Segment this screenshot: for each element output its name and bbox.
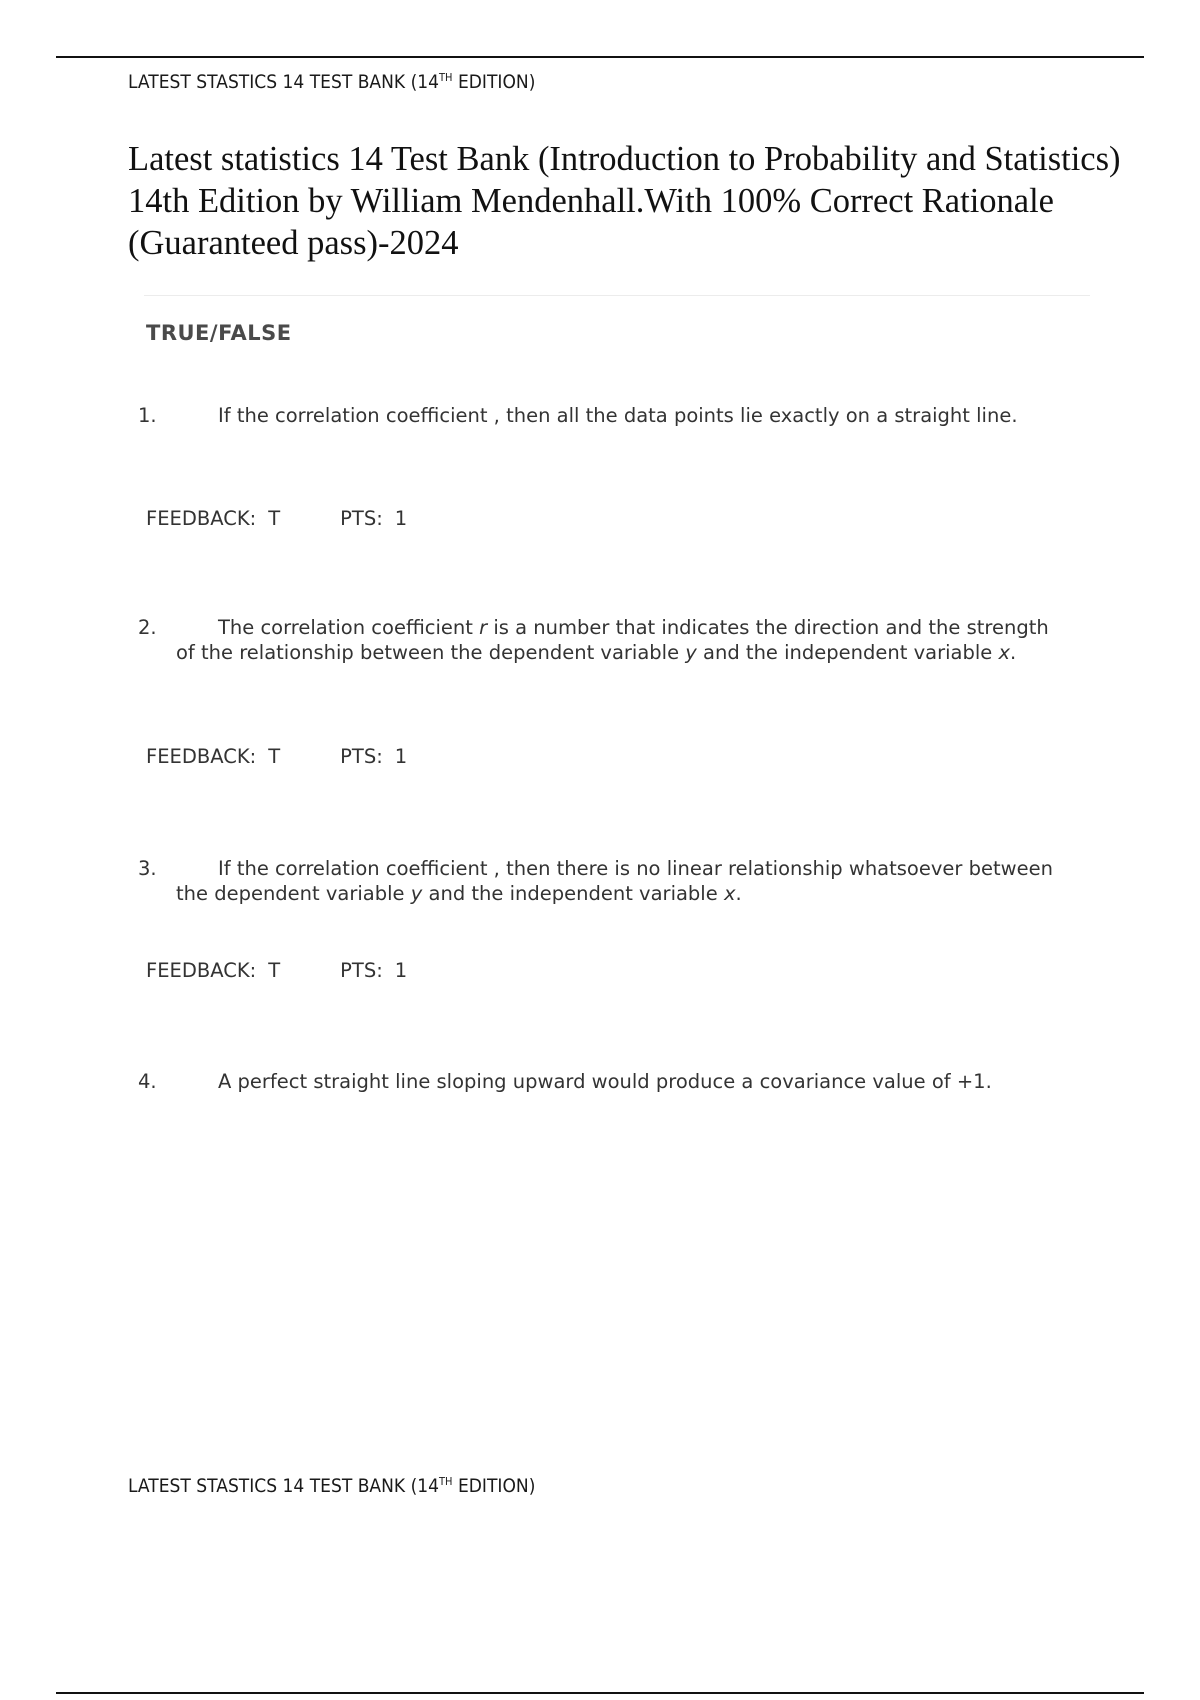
pts-value: 1 bbox=[394, 507, 408, 530]
question-1 bbox=[138, 403, 1068, 428]
variable-x: x bbox=[998, 641, 1011, 664]
pts-label: PTS: bbox=[340, 507, 383, 530]
feedback-row-1 bbox=[146, 507, 407, 530]
feedback-value: T bbox=[268, 959, 281, 982]
running-header-text: LATEST STASTICS 14 TEST BANK (14 bbox=[128, 71, 440, 93]
question-text-part: If the correlation coefficient , then there is no linear relationship whatsoever between the dependent variable bbox=[176, 857, 1053, 905]
question-text-part: and the independent variable bbox=[422, 882, 724, 905]
question-number: 1. bbox=[138, 404, 157, 427]
question-2 bbox=[138, 615, 1068, 665]
question-text-part: and the independent variable bbox=[696, 641, 999, 664]
running-header-bottom bbox=[128, 1475, 535, 1497]
question-text bbox=[138, 615, 1068, 665]
question-4 bbox=[138, 1069, 1068, 1094]
question-text-part: is a number that indicates the direction and the strength of the relationship between the dependent variable bbox=[176, 616, 1049, 664]
section-heading: TRUE/FALSE bbox=[146, 321, 292, 345]
question-text-part: . bbox=[735, 882, 742, 905]
running-header-superscript: TH bbox=[439, 1475, 453, 1488]
pts-value: 1 bbox=[394, 959, 408, 982]
running-header-superscript: TH bbox=[439, 71, 453, 84]
running-header-top bbox=[128, 71, 535, 93]
section-divider bbox=[144, 295, 1090, 296]
question-text: If the correlation coefficient , then all the data points lie exactly on a straight line. bbox=[218, 404, 1018, 427]
pts-label: PTS: bbox=[340, 745, 383, 768]
question-number: 4. bbox=[138, 1070, 157, 1093]
question-number: 3. bbox=[138, 857, 157, 880]
question-text-part: The correlation coefficient bbox=[218, 616, 480, 639]
document-title: Latest statistics 14 Test Bank (Introduction to Probability and Statistics) 14th Edition by William Mendenhall.With 100% Correct Rationale (Guaranteed pass)-2024 bbox=[128, 140, 1121, 262]
feedback-label: FEEDBACK: bbox=[146, 745, 257, 768]
pts-label: PTS: bbox=[340, 959, 383, 982]
question-text: A perfect straight line sloping upward would produce a covariance value of +1. bbox=[218, 1070, 992, 1093]
question-text-part: . bbox=[1010, 641, 1017, 664]
running-header-suffix: EDITION) bbox=[452, 1475, 536, 1497]
top-rule bbox=[56, 56, 1144, 58]
feedback-value: T bbox=[268, 745, 281, 768]
feedback-value: T bbox=[268, 507, 281, 530]
running-header-suffix: EDITION) bbox=[452, 71, 536, 93]
question-number: 2. bbox=[138, 616, 157, 639]
feedback-label: FEEDBACK: bbox=[146, 959, 257, 982]
pts-value: 1 bbox=[394, 745, 408, 768]
variable-y: y bbox=[410, 882, 423, 905]
running-header-text: LATEST STASTICS 14 TEST BANK (14 bbox=[128, 1475, 440, 1497]
feedback-row-2 bbox=[146, 745, 407, 768]
feedback-label: FEEDBACK: bbox=[146, 507, 257, 530]
feedback-row-3 bbox=[146, 959, 407, 982]
bottom-rule bbox=[56, 1692, 1144, 1694]
question-text bbox=[138, 856, 1068, 906]
question-3 bbox=[138, 856, 1068, 906]
variable-r: r bbox=[479, 616, 488, 639]
variable-y: y bbox=[685, 641, 697, 664]
variable-x: x bbox=[723, 882, 736, 905]
